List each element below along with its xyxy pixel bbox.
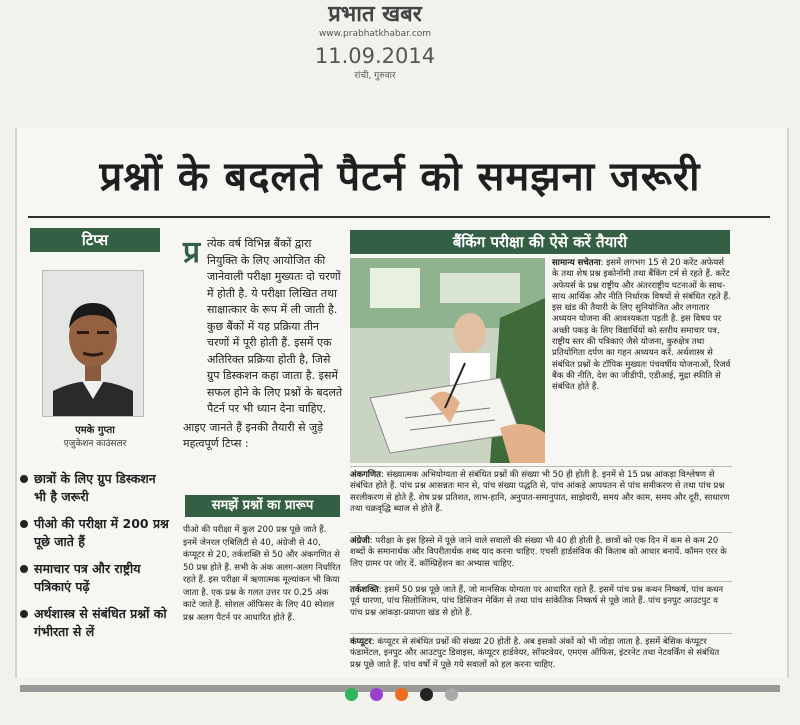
author-name: एमके गुप्ता [75,425,115,436]
registration-dot [445,688,458,701]
section-label: तर्कशक्ति [350,585,379,595]
intro-paragraph: आइए जानते हैं इनकी तैयारी से जुड़े महत्वपूर्ण टिप्स : [183,420,324,450]
section-reasoning: तर्कशक्ति: इसमें 50 प्रश्न पूछे जाते हैं, जो मानसिक योग्यता पर आधारित रहते हैं. इसमें पांच प्रश्न कथन निष्कर्ष, पांच कथन पूर्व धारणा, पांच सिलोजिज्म, पांच डिसिजन मेकिंग से तथा पांच सांकेतिक निष्कर्ष से पूछे जाते हैं. पांच इनपुट आउटपुट व पांच प्रश्न आंकड़ा-प्रयाप्ता खंड से होते हैं. [350,581,732,619]
tips-heading: टिप्स [30,228,160,252]
section-english: अंग्रेजी: परीक्षा के इस हिस्से में पूछे जाने वाले सवालों की संख्या भी 40 ही होती है. छात्रों को एक दिन में कम से कम 20 शब्दों के समानार्थक और विपरीतार्थक शब्द याद करना चाहिए. एचसी हार्डसंविक की किताब को आधार बनायें. कॉमन एरर के लिए ग्रामर पर जोर दें. कॉम्प्रिहेंशन का अभ्यास चाहिए. [350,532,732,570]
publication-date: 11.09.2014 [314,44,436,68]
publication-place: रांची, गुरुवार [354,71,396,81]
section-label: अंग्रेजी [350,536,370,546]
registration-dot [370,688,383,701]
bullet-icon [20,610,28,618]
list-item: पीओ की परीक्षा में 200 प्रश्न पूछे जाते हैं [20,515,170,551]
article-headline: प्रश्नों के बदलते पैटर्न को समझना जरूरी [99,154,701,200]
pattern-heading: समझें प्रश्नों का प्रारूप [185,495,340,517]
section-label: सामान्य सचेतना [552,258,601,268]
bullet-icon [20,565,28,573]
general-awareness-text: सामान्य सचेतना: इसमें लगभग 15 से 20 करेंट अफेयर्स के तथा शेष प्रश्न इकोनॉमी तथा बैंकिंग टर्म से रहते हैं. करेंट अफेयर्स के प्रश्न राष्ट्रीय और अंतरराष्ट्रीय घटनाओं के साथ-साथ आर्थिक और नीति निर्धारक विषयों से संबंधित रहते हैं. इस खंड की तैयारी के लिए सुनियोजित और लगातार अध्ययन योजना की आवश्यकता पड़ती है. इस विषय पर अच्छी पकड़ के लिए विद्यार्थियों को स्तरीय समाचार पत्र, राष्ट्रीय स्तर की पत्रिकाएं जैसे योजना, कुरुक्षेत्र तथा प्रतियोगिता दर्पण का गहन अध्ययन करें. अर्थशास्त्र से संबंधित प्रश्नों के टॉपिक मुख्यतः पंचवर्षीय योजनाओं, रिजर्व बैंक की नीति, देश का जीडीपी, एडीआई, मुद्रा स्फीति से संबंधित होते हैं. [552,258,731,393]
bullet-icon [20,475,28,483]
intro-text [183,236,343,455]
section-arithmetic: अंकगणित: संख्यात्मक अभियोग्यता से संबंधित प्रश्नों की संख्या भी 50 ही होती है. इनमें से 15 प्रश्न आंकड़ा विश्लेषण से संबंधित होते हैं. पांच प्रश्न आसन्नतः मान से, पांच संख्या पद्धति से, पांच आंकड़े आपयतन से पांच समीकरण से तथा पांच प्रश्न सरलीकरण से होते हैं. शेष प्रश्न प्रतिशत, लाभ-हानि, अनुपात-समानुपात, साझेदारी, समय और काम, समय और दूरी, साधारण तथा चक्रवृद्धि ब्याज से होते हैं. [350,466,732,515]
section-label: अंकगणित [350,470,381,480]
print-registration-dots [345,686,470,706]
newspaper-site: www.prabhatkhabar.com [318,29,432,39]
author-role: एजुकेशन काउंसलर [63,439,127,449]
list-item: अर्थशास्त्र से संबंधित प्रश्नों को गंभीरता से लें [20,605,170,641]
list-item: समाचार पत्र और राष्ट्रीय पत्रिकाएं पढ़ें [20,560,170,596]
newspaper-brand: प्रभात खबर [328,2,422,27]
drop-cap: प्र [183,235,201,270]
registration-dot [420,688,433,701]
banking-heading: बैंकिंग परीक्षा की ऐसे करें तैयारी [350,230,730,254]
bullet-icon [20,520,28,528]
registration-dot [345,688,358,701]
tips-bullet-list [20,470,170,650]
pattern-text: पीओ की परीक्षा में कुल 200 प्रश्न पूछे जाते हैं. इनमें जेनरल एबिलिटी से 40, अंग्रेजी से 40, कंप्यूटर से 20, तर्कशक्ति से 50 और अंकगणित से 50 प्रश्न होते हैं. सभी के अंक अलग-अलग निर्धारित रहते हैं. इस परीक्षा में ऋणात्मक मूल्यांकन भी किया जाता है. एक प्रश्न के गलत उत्तर पर 0.25 अंक काटे जाते हैं. सोशल ऑफिसर के लिए 40 स्पेशल प्रश्न अलग पैटर्न पर आधारित होते हैं. [183,525,341,623]
section-label: कंप्यूटर [350,637,372,647]
registration-dot [395,688,408,701]
bank-photo [350,258,545,463]
masthead [300,0,450,95]
author-photo [42,270,144,417]
intro-paragraph: त्येक वर्ष विभिन्न बैंकों द्वारा नियुक्ति के लिए आयोजित की जानेवाली परीक्षा मुख्यतः दो चरणों में होती है. ये परीक्षा लिखित तथा साक्षात्कार के रूप में ली जाती है. कुछ बैंकों में यह प्रक्रिया तीन चरणों में पूरी होती हैं. इसमें एक अतिरिक्त प्रक्रिया होती है, जिसे ग्रुप डिस्कशन कहा जाता है. इसमें सफल होने के लिए प्रश्नों के बदलते पैटर्न पर भी ध्यान देना चाहिए. [207,237,343,415]
section-computer: कंप्यूटर: कंप्यूटर से संबंधित प्रश्नों की संख्या 20 होती है. अब इसको अंकों को भी जोड़ा जाता है. इसमें बेसिक कंप्यूटर फंडामेंटल, इनपुट और आउटपुट डिवाइस, कंप्यूटर हार्डवेयर, सॉफ्टवेयर, एमएस ऑफिस, इंटरनेट तथा नेटवर्किंग से संबंधित प्रश्न पूछे जाते हैं. पांच वर्षों में पूछे गये सवालों को हल करना चाहिए. [350,633,732,671]
divider [28,216,770,218]
list-item: छात्रों के लिए ग्रुप डिस्कशन भी है जरूरी [20,470,170,506]
